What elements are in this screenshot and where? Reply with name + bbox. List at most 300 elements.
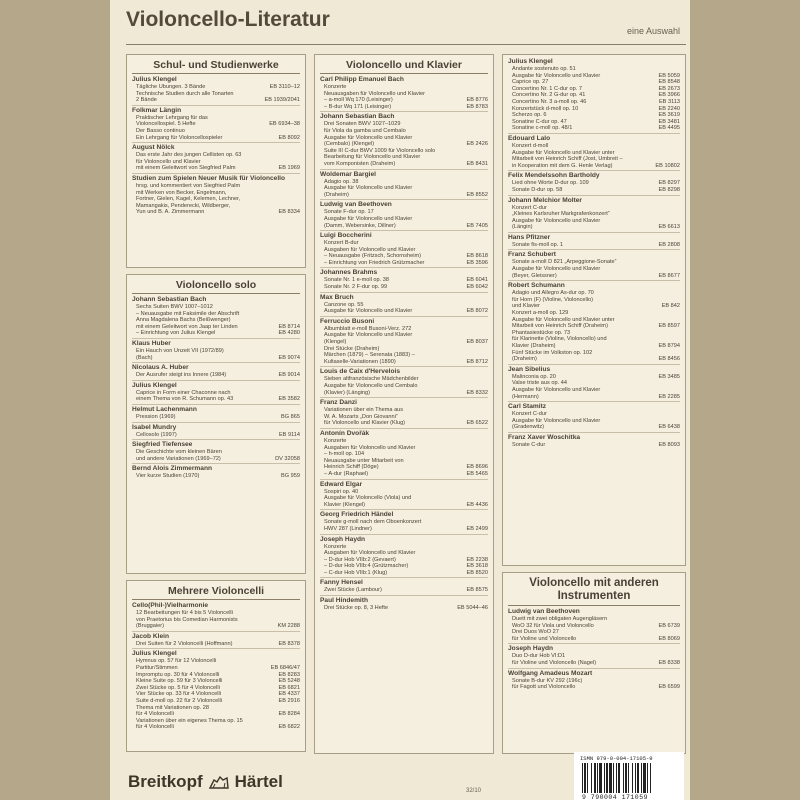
work-entry bbox=[324, 97, 488, 104]
composer-name: Franz Xaver Woschitka bbox=[508, 433, 581, 441]
work-entry bbox=[136, 121, 300, 128]
entry-divider bbox=[320, 595, 488, 596]
work-entry bbox=[136, 183, 300, 190]
work-title: Ausgaben für Violoncello und Klavier bbox=[324, 444, 416, 451]
entry-divider bbox=[320, 199, 488, 200]
work-title: vom Komponisten (Draheim) bbox=[324, 160, 396, 167]
work-entry bbox=[512, 623, 680, 630]
work-entry bbox=[136, 209, 300, 216]
entry-divider bbox=[132, 648, 300, 649]
work-title: Ausgabe für Violoncello und Cembalo bbox=[324, 383, 418, 389]
work-entry bbox=[324, 121, 488, 128]
work-entry bbox=[324, 438, 488, 445]
entry-divider bbox=[320, 577, 488, 578]
work-entry bbox=[136, 91, 300, 98]
work-entry bbox=[136, 372, 300, 379]
barcode-number: 9 790004 171059 bbox=[582, 794, 649, 800]
work-entry bbox=[324, 161, 488, 168]
work-entry bbox=[512, 303, 680, 310]
work-entry bbox=[324, 526, 488, 533]
barcode-bar bbox=[584, 763, 586, 793]
work-entry bbox=[324, 359, 488, 366]
work-entry bbox=[512, 224, 680, 231]
work-entry bbox=[512, 418, 680, 425]
section-title: Violoncello und Klavier bbox=[346, 59, 462, 71]
composer-name: Wolfgang Amadeus Mozart bbox=[508, 669, 593, 677]
edition-number: EB 10802 bbox=[655, 162, 680, 169]
work-title: Vier kurze Studien (1970) bbox=[136, 473, 200, 480]
entry-divider bbox=[320, 534, 488, 535]
work-entry bbox=[324, 148, 488, 155]
work-entry bbox=[136, 691, 300, 698]
composer-name: Edward Elgar bbox=[320, 480, 363, 488]
work-title: W. A. Mozarts „Don Giovanni“ bbox=[324, 413, 398, 420]
work-entry bbox=[136, 705, 300, 712]
edition-number: EB 8520 bbox=[466, 569, 488, 576]
work-entry bbox=[324, 91, 488, 98]
work-title: Duo D-dur Hob VI:D1 bbox=[512, 653, 566, 660]
work-entry bbox=[324, 605, 488, 612]
work-title: Variationen über ein eigenes Thema op. 15 bbox=[136, 717, 243, 724]
composer-name: Carl Stamitz bbox=[508, 403, 547, 411]
work-entry bbox=[512, 616, 680, 623]
edition-number: EB 8297 bbox=[658, 180, 680, 187]
edition-number: EB 8456 bbox=[658, 356, 680, 363]
composer-name: Paul Hindemith bbox=[320, 597, 368, 605]
work-title: Konzert a-moll op. 129 bbox=[512, 310, 569, 317]
work-title: (Damm, Webersinke, Dillner) bbox=[324, 222, 396, 229]
barcode-bar bbox=[609, 763, 612, 793]
work-entry bbox=[512, 180, 680, 187]
work-title: Sonate B-dur KV 292 (196c) bbox=[512, 677, 583, 684]
work-entry bbox=[136, 115, 300, 122]
publisher-logo bbox=[128, 772, 283, 792]
edition-number bbox=[485, 550, 488, 557]
work-title: – A-dur (Raphael) bbox=[324, 470, 369, 477]
work-entry bbox=[512, 387, 680, 394]
edition-number bbox=[485, 414, 488, 421]
work-entry bbox=[136, 724, 300, 731]
work-title: für Violine und Violoncello (Nagel) bbox=[512, 659, 597, 666]
work-entry bbox=[324, 192, 488, 199]
edition-number bbox=[485, 346, 488, 353]
edition-number bbox=[677, 317, 680, 324]
entry-divider bbox=[132, 173, 300, 174]
barcode-bar bbox=[641, 763, 642, 793]
work-entry bbox=[136, 473, 300, 480]
work-entry bbox=[512, 119, 680, 126]
work-title: Tägliche Übungen. 3 Bände bbox=[136, 84, 206, 90]
work-entry bbox=[324, 346, 488, 353]
edition-number: EB 8618 bbox=[466, 253, 488, 260]
work-entry bbox=[324, 376, 488, 383]
entry-divider bbox=[320, 397, 488, 398]
edition-number: EB 9014 bbox=[278, 372, 300, 379]
barcode-bar bbox=[635, 763, 636, 793]
edition-number: EB 8284 bbox=[278, 711, 300, 718]
edition-number: EB 5465 bbox=[466, 470, 488, 477]
work-entry bbox=[512, 163, 680, 170]
work-title: – C-dur Hob VIIb:1 (Klug) bbox=[324, 569, 388, 576]
edition-number bbox=[297, 449, 300, 456]
work-entry bbox=[136, 456, 300, 463]
work-entry bbox=[512, 290, 680, 297]
work-entry bbox=[324, 390, 488, 397]
edition-number bbox=[677, 205, 680, 212]
work-title: (Bruggaier) bbox=[136, 623, 164, 630]
edition-number bbox=[485, 332, 488, 339]
composer-name: Folkmar Längin bbox=[132, 106, 182, 114]
entry-divider bbox=[132, 404, 300, 405]
edition-number bbox=[297, 610, 300, 617]
work-entry bbox=[324, 326, 488, 333]
column-left bbox=[126, 54, 306, 758]
barcode-bar bbox=[591, 763, 592, 793]
composer-name: Joseph Haydn bbox=[320, 535, 366, 543]
edition-number: EB 6934–38 bbox=[269, 121, 300, 128]
work-entry bbox=[136, 355, 300, 362]
edition-number bbox=[677, 653, 680, 660]
edition-number bbox=[485, 91, 488, 98]
edition-number bbox=[485, 185, 488, 192]
edition-number bbox=[297, 617, 300, 624]
composer-name: Isabel Mundry bbox=[132, 423, 177, 431]
work-title: für Horn (F) (Violine, Violoncello) bbox=[512, 296, 593, 303]
work-entry bbox=[512, 211, 680, 218]
work-entry bbox=[512, 156, 680, 163]
work-title: Sonate F-dur op. 17 bbox=[324, 209, 374, 216]
work-entry bbox=[324, 557, 488, 564]
work-entry bbox=[512, 73, 680, 80]
work-title: in Kooperation mit dem G. Henle Verlag) bbox=[512, 162, 613, 169]
work-entry bbox=[136, 685, 300, 692]
entry-divider bbox=[508, 133, 680, 134]
entry-divider bbox=[132, 142, 300, 143]
work-entry bbox=[136, 610, 300, 617]
edition-number: EB 8069 bbox=[658, 635, 680, 642]
work-entry bbox=[512, 411, 680, 418]
work-title: Ausgabe für Violoncello (Viola) und bbox=[324, 495, 412, 502]
work-entry bbox=[324, 587, 488, 594]
work-title: (Beyer, Gleissner) bbox=[512, 272, 557, 279]
edition-number bbox=[677, 387, 680, 394]
work-entry bbox=[136, 711, 300, 718]
work-entry bbox=[512, 684, 680, 691]
barcode-bar bbox=[616, 763, 617, 793]
work-title: 12 Bearbeitungen für 4 bis 5 Violoncelli bbox=[136, 610, 233, 616]
work-entry bbox=[324, 339, 488, 346]
edition-number bbox=[485, 240, 488, 247]
edition-number: EB 9114 bbox=[278, 431, 300, 438]
work-title: Sechs Suiten BWV 1007–1012 bbox=[136, 304, 213, 310]
work-entry bbox=[512, 356, 680, 363]
composer-name: Cello(Phil-)Vielharmonie bbox=[132, 602, 209, 609]
composer-name: Hans Pfitzner bbox=[508, 233, 551, 241]
work-entry bbox=[324, 247, 488, 254]
work-title: Konzert d-moll bbox=[512, 142, 549, 149]
work-entry bbox=[136, 665, 300, 672]
work-entry bbox=[324, 420, 488, 427]
edition-number: EB 842 bbox=[661, 303, 680, 310]
work-title: mit Werken von Becker, Engelmann, bbox=[136, 189, 227, 196]
composer-name: August Nölck bbox=[132, 144, 175, 152]
work-title: Drei Suiten für 2 Violoncelli (Hoffmann) bbox=[136, 640, 233, 647]
edition-number bbox=[485, 302, 488, 309]
edition-number: EB 4280 bbox=[278, 330, 300, 337]
barcode-bar bbox=[587, 763, 588, 793]
edition-number: EB 3485 bbox=[658, 373, 680, 380]
composer-name: Klaus Huber bbox=[132, 339, 171, 347]
work-title: Fortner, Gielen, Kagel, Kelemen, Lechner, bbox=[136, 196, 241, 203]
work-entry bbox=[136, 304, 300, 311]
composer-name: Helmut Lachenmann bbox=[132, 405, 197, 413]
barcode-bar bbox=[623, 763, 624, 793]
edition-number bbox=[485, 519, 488, 526]
edition-number bbox=[677, 418, 680, 425]
edition-number: EB 6042 bbox=[466, 284, 488, 291]
work-entry bbox=[136, 159, 300, 166]
work-title: – D-dur Hob VIIb:4 (Grützmacher) bbox=[324, 563, 409, 570]
work-entry bbox=[324, 332, 488, 339]
edition-number bbox=[485, 121, 488, 128]
composer-name: Max Bruch bbox=[320, 293, 354, 301]
barcode-icon bbox=[582, 763, 678, 793]
work-title: – Neuausgabe (Fritzsch, Schornsheim) bbox=[324, 253, 422, 260]
composer-name: Carl Philipp Emanuel Bach bbox=[320, 76, 404, 83]
edition-number: EB 3113 bbox=[658, 98, 680, 105]
section-box bbox=[126, 274, 306, 574]
work-title: Ausgabe für Violoncello und Klavier bbox=[324, 308, 413, 315]
work-title: 2 Bände bbox=[136, 97, 157, 104]
edition-number: EB 5044–46 bbox=[457, 605, 488, 612]
edition-number bbox=[485, 209, 488, 216]
barcode-bar bbox=[597, 763, 598, 793]
entry-divider bbox=[508, 170, 680, 171]
edition-number: EB 8378 bbox=[278, 640, 300, 647]
work-entry bbox=[324, 495, 488, 502]
work-title: – Neuausgabe mit Faksimile der Abschrift bbox=[136, 310, 240, 317]
work-title: Valse triste aus op. 44 bbox=[512, 380, 567, 387]
page-header bbox=[126, 8, 686, 45]
edition-number: EB 1969 bbox=[278, 165, 300, 172]
edition-number bbox=[485, 179, 488, 186]
column-right bbox=[502, 54, 686, 760]
work-title: und andere Variationen (1969–72) bbox=[136, 455, 221, 462]
work-title: Ausgabe für Violoncello und Klavier bbox=[324, 332, 413, 339]
edition-number: EB 2673 bbox=[658, 85, 680, 92]
edition-number: EB 8092 bbox=[278, 134, 300, 141]
work-entry bbox=[324, 383, 488, 390]
barcode-bar bbox=[606, 763, 608, 793]
work-entry bbox=[512, 273, 680, 280]
edition-number: EB 6599 bbox=[658, 684, 680, 691]
work-title: Der Ausrufer steigt ins Innere (1984) bbox=[136, 372, 227, 379]
work-title: Duett mit zwei obligaten Augengläsern bbox=[512, 616, 608, 622]
edition-number: EB 3481 bbox=[658, 118, 680, 125]
barcode-bar bbox=[632, 763, 633, 793]
work-title: (Klavier) (Länging) bbox=[324, 389, 371, 396]
work-title: Sonate D-dur op. 58 bbox=[512, 186, 563, 193]
work-title: Klavier (Draheim) bbox=[512, 343, 556, 349]
edition-number: EB 8431 bbox=[466, 160, 488, 167]
edition-number bbox=[677, 310, 680, 317]
work-entry bbox=[324, 216, 488, 223]
work-entry bbox=[512, 218, 680, 225]
composer-name: Studien zum Spielen Neuer Musik für Violoncello bbox=[132, 174, 286, 182]
edition-number: EB 2238 bbox=[466, 556, 488, 563]
work-title: (Hermann) bbox=[512, 393, 539, 400]
composer-name: Bernd Alois Zimmermann bbox=[132, 465, 212, 473]
work-title: Ausgabe für Violoncello und Klavier bbox=[512, 72, 601, 79]
work-entry bbox=[324, 471, 488, 478]
work-entry bbox=[512, 394, 680, 401]
work-title: – D-dur Hob VIIb:2 (Gevaert) bbox=[324, 556, 396, 563]
edition-number: EB 8072 bbox=[466, 308, 488, 315]
work-entry bbox=[512, 424, 680, 431]
edition-number bbox=[485, 495, 488, 502]
barcode-bar bbox=[618, 763, 620, 793]
work-entry bbox=[512, 205, 680, 212]
edition-number: EB 6739 bbox=[658, 622, 680, 629]
entry-divider bbox=[508, 195, 680, 196]
work-entry bbox=[512, 653, 680, 660]
edition-number: EB 4337 bbox=[278, 691, 300, 698]
work-entry bbox=[512, 374, 680, 381]
work-entry bbox=[136, 317, 300, 324]
work-title: mit einem Geleitwort von Jaap ter Linden bbox=[136, 323, 238, 330]
work-title: Caprice in Form einer Chaconne nach bbox=[136, 389, 231, 396]
work-entry bbox=[136, 97, 300, 104]
edition-number bbox=[297, 348, 300, 355]
section-title: Violoncello solo bbox=[175, 279, 257, 291]
edition-number bbox=[485, 438, 488, 445]
entry-divider bbox=[132, 338, 300, 339]
work-title: Ein Hauch von Unzeit VII (1972/89) bbox=[136, 347, 224, 354]
brand-left: Breitkopf bbox=[128, 772, 203, 791]
work-title: Sonate a-moll D 821 „Arpeggione-Sonate“ bbox=[512, 259, 617, 266]
composer-name: Johann Sebastian Bach bbox=[132, 296, 207, 303]
edition-number: EB 4495 bbox=[658, 125, 680, 132]
ismn-text: ISMN 979-0-004-17105-9 bbox=[580, 755, 653, 762]
work-title: Lied ohne Worte D-dur op. 109 bbox=[512, 180, 589, 187]
edition-number bbox=[485, 135, 488, 142]
work-entry bbox=[136, 623, 300, 630]
composer-name: Ludwig van Beethoven bbox=[508, 608, 580, 615]
work-title: Cellosolo (1997) bbox=[136, 431, 177, 438]
edition-number bbox=[297, 705, 300, 712]
work-title: Vier Stücke op. 33 für 4 Violoncelli bbox=[136, 691, 221, 698]
work-entry bbox=[512, 79, 680, 86]
work-entry bbox=[324, 519, 488, 526]
work-title: Konzerte bbox=[324, 437, 347, 444]
work-entry bbox=[324, 104, 488, 111]
barcode-bar bbox=[647, 763, 648, 793]
work-title: Yun und B. A. Zimmermann bbox=[136, 209, 205, 216]
composer-name: Luigi Boccherini bbox=[320, 232, 372, 240]
edition-number: EB 9074 bbox=[278, 354, 300, 361]
work-title: Kultaselle-Variationen (1890) bbox=[324, 358, 396, 365]
work-title: mit einem Geleitwort von Siegfried Palm bbox=[136, 165, 236, 172]
entry-divider bbox=[320, 509, 488, 510]
composer-name: Jacob Klein bbox=[132, 632, 170, 640]
edition-number bbox=[297, 390, 300, 397]
section-rule bbox=[320, 73, 488, 74]
work-entry bbox=[324, 489, 488, 496]
work-title: – B-dur Wq 171 (Leisinger) bbox=[324, 103, 392, 110]
composer-name: Ferruccio Busoni bbox=[320, 317, 375, 325]
entry-divider bbox=[320, 316, 488, 317]
edition-number: EB 8794 bbox=[658, 343, 680, 349]
work-entry bbox=[324, 253, 488, 260]
work-entry bbox=[512, 86, 680, 93]
entry-divider bbox=[320, 111, 488, 112]
work-entry bbox=[512, 259, 680, 266]
work-title: Kleine Suite op. 59 für 3 Violoncelli bbox=[136, 678, 223, 685]
edition-number: EB 2285 bbox=[658, 393, 680, 400]
edition-number: EB 8332 bbox=[466, 389, 488, 396]
work-entry bbox=[324, 209, 488, 216]
work-entry bbox=[324, 570, 488, 577]
work-title: Suite III C-dur BWV 1009 für Violoncello solo bbox=[324, 147, 436, 154]
work-title: Concertino Nr. 1 C-dur op. 7 bbox=[512, 85, 582, 92]
work-title: für Violine und Violoncello bbox=[512, 635, 577, 642]
barcode-bar bbox=[637, 763, 639, 793]
edition-number bbox=[297, 152, 300, 159]
edition-number: EB 6846/47 bbox=[270, 664, 300, 671]
work-title: hrsg. und kommentiert von Siegfried Palm bbox=[136, 182, 241, 189]
section-title: Schul- und Studienwerke bbox=[153, 59, 279, 71]
edition-number: EB 8338 bbox=[658, 659, 680, 666]
edition-number bbox=[485, 84, 488, 91]
work-title: Hymnus op. 57 für 12 Violoncelli bbox=[136, 658, 217, 665]
work-entry bbox=[512, 636, 680, 643]
work-title: (Gradenwitz) bbox=[512, 424, 545, 431]
work-entry bbox=[512, 442, 680, 449]
work-title: – a-moll Wq 170 (Leisinger) bbox=[324, 97, 393, 104]
edition-number: BG 865 bbox=[281, 413, 300, 420]
work-entry bbox=[324, 277, 488, 284]
edition-number bbox=[677, 350, 680, 357]
work-title: Der Basso continuo bbox=[136, 127, 185, 134]
work-title: Märchen (1879) – Serenata (1883) – bbox=[324, 352, 415, 359]
work-title: Ausgabe für Violoncello und Klavier bbox=[324, 215, 413, 222]
edition-number: EB 6041 bbox=[466, 277, 488, 284]
edition-number bbox=[677, 218, 680, 225]
work-title: – h-moll op. 104 bbox=[324, 451, 365, 458]
work-title: Canzone op. 55 bbox=[324, 301, 364, 308]
work-title: Ausgabe für Violoncello und Klavier bbox=[324, 134, 413, 141]
edition-number: EB 3596 bbox=[466, 259, 488, 266]
work-entry bbox=[324, 154, 488, 161]
edition-number bbox=[485, 383, 488, 390]
work-entry bbox=[324, 84, 488, 91]
composer-name: Woldemar Bargiel bbox=[320, 170, 376, 178]
work-title: Ausgaben für Violoncello und Klavier bbox=[324, 246, 416, 253]
edition-number bbox=[485, 544, 488, 551]
composer-name: Robert Schumann bbox=[508, 282, 565, 290]
edition-number: EB 8776 bbox=[466, 97, 488, 104]
work-title: (Längin) bbox=[512, 224, 533, 231]
work-title: Ausgabe für Violoncello und Klavier unter bbox=[512, 149, 615, 156]
entry-divider bbox=[132, 631, 300, 632]
composer-name: Johannes Brahms bbox=[320, 269, 378, 277]
work-title: Scherzo op. 6 bbox=[512, 112, 547, 119]
edition-number bbox=[485, 376, 488, 383]
work-title: Violoncellospiel. 5 Hefte bbox=[136, 121, 196, 128]
work-title: Heinrich Schiff (Döge) bbox=[324, 464, 379, 471]
edition-number: DV 32058 bbox=[275, 455, 300, 462]
work-entry bbox=[512, 317, 680, 324]
